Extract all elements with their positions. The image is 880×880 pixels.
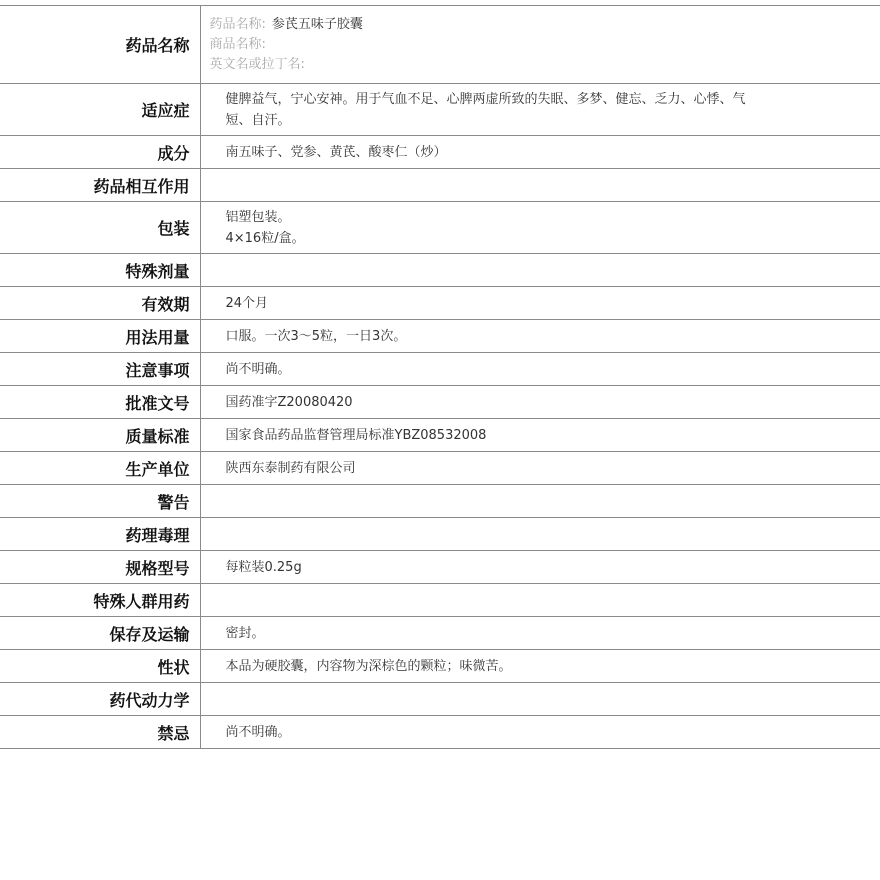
- row-value-line: 本品为硬胶囊，内容物为深棕色的颗粒；味微苦。: [225, 658, 512, 674]
- english-name-label: 英文名或拉丁名:: [209, 56, 305, 72]
- table-row: [0, 254, 880, 287]
- row-value: [200, 683, 880, 716]
- row-value: [200, 353, 880, 386]
- table-row: [0, 84, 880, 136]
- table-row: [0, 287, 880, 320]
- table-row: [0, 518, 880, 551]
- row-value-line: 健脾益气，宁心安神。用于气血不足、心脾两虚所致的失眠、多梦、健忘、乏力、心悸、气: [225, 91, 746, 107]
- row-value-line: 国药准字Z20080420: [225, 394, 353, 410]
- row-value-line: 口服。一次3～5粒，一日3次。: [225, 328, 407, 344]
- row-value: [200, 202, 880, 254]
- row-value-line: 国家食品药品监督管理局标准YBZ08532008: [225, 427, 487, 443]
- row-value: [200, 136, 880, 169]
- table-row: [0, 452, 880, 485]
- row-value: [200, 452, 880, 485]
- row-label: 生产单位: [0, 452, 200, 485]
- row-value: [200, 386, 880, 419]
- row-value: [200, 617, 880, 650]
- generic-name-label: 药品名称:: [209, 16, 266, 32]
- row-label: 药理毒理: [0, 518, 200, 551]
- row-label: 有效期: [0, 287, 200, 320]
- table-row: [0, 202, 880, 254]
- table-row: [0, 584, 880, 617]
- drug-spec-table: [0, 5, 880, 749]
- table-row: [0, 650, 880, 683]
- row-label: 药品名称: [0, 6, 200, 84]
- row-label: 警告: [0, 485, 200, 518]
- row-label: 注意事项: [0, 353, 200, 386]
- row-value: [200, 84, 880, 136]
- row-value-line: 陕西东泰制药有限公司: [225, 460, 356, 476]
- row-label: 适应症: [0, 84, 200, 136]
- row-value: [200, 584, 880, 617]
- table-row: [0, 169, 880, 202]
- row-value-line: 尚不明确。: [225, 361, 291, 377]
- row-value: [200, 287, 880, 320]
- row-value: [200, 716, 880, 749]
- row-value: [200, 320, 880, 353]
- row-value: [200, 650, 880, 683]
- row-value-line: 密封。: [225, 625, 265, 641]
- table-row: [0, 551, 880, 584]
- table-row: [0, 353, 880, 386]
- row-value-line: 南五味子、党参、黄芪、酸枣仁（炒）: [225, 144, 447, 160]
- row-value-line: 尚不明确。: [225, 724, 291, 740]
- row-label: 特殊剂量: [0, 254, 200, 287]
- row-value-line: 短、自汗。: [225, 112, 291, 128]
- row-value-line: 4×16粒/盒。: [225, 230, 305, 246]
- row-label: 批准文号: [0, 386, 200, 419]
- row-value: [200, 169, 880, 202]
- table-row-drug-name: [0, 6, 880, 84]
- row-label: 性状: [0, 650, 200, 683]
- row-value: [200, 518, 880, 551]
- table-row: [0, 485, 880, 518]
- generic-name-line: [210, 15, 880, 35]
- table-row: [0, 419, 880, 452]
- row-label: 禁忌: [0, 716, 200, 749]
- row-label: 药代动力学: [0, 683, 200, 716]
- row-label: 质量标准: [0, 419, 200, 452]
- generic-name-value: 参芪五味子胶囊: [271, 16, 363, 32]
- row-value: [200, 485, 880, 518]
- row-value-line: 每粒装0.25g: [225, 559, 302, 575]
- row-label: 药品相互作用: [0, 169, 200, 202]
- row-label: 规格型号: [0, 551, 200, 584]
- table-row: [0, 136, 880, 169]
- row-label: 用法用量: [0, 320, 200, 353]
- table-row: [0, 320, 880, 353]
- drug-spec-sheet: [0, 5, 880, 749]
- row-label: 成分: [0, 136, 200, 169]
- drug-name-cell: [200, 6, 880, 84]
- row-label: 特殊人群用药: [0, 584, 200, 617]
- row-value-line: 24个月: [225, 295, 269, 311]
- row-label: 保存及运输: [0, 617, 200, 650]
- row-value-line: 铝塑包装。: [225, 209, 291, 225]
- table-row: [0, 617, 880, 650]
- row-label: 包装: [0, 202, 200, 254]
- row-value: [200, 254, 880, 287]
- table-row: [0, 386, 880, 419]
- trade-name-label: 商品名称:: [209, 36, 266, 52]
- table-row: [0, 716, 880, 749]
- row-value: [200, 551, 880, 584]
- table-row: [0, 683, 880, 716]
- row-value: [200, 419, 880, 452]
